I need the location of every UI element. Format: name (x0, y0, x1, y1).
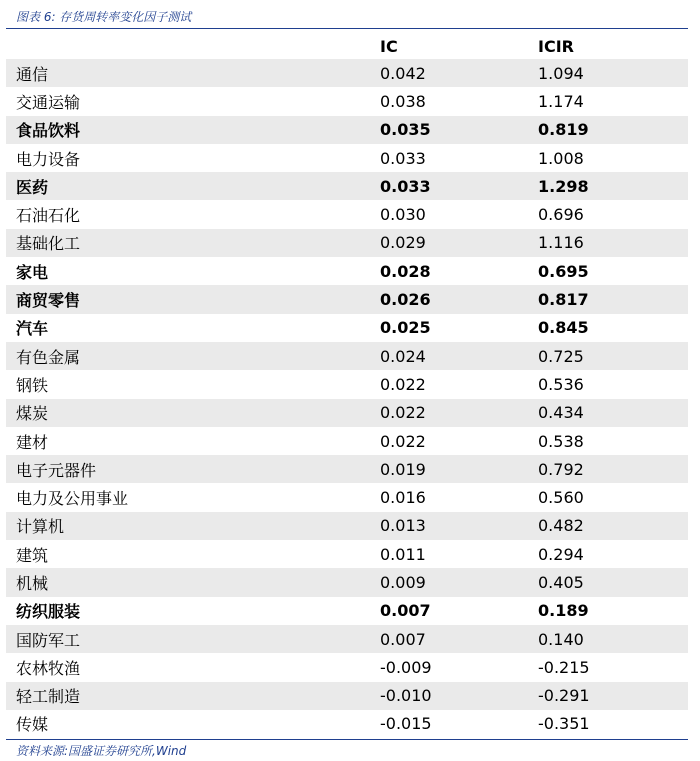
icir-cell: 0.696 (538, 205, 584, 225)
ic-cell: 0.019 (378, 455, 538, 483)
ic-cell: 0.009 (378, 568, 538, 596)
industry-cell: 建筑 (16, 545, 49, 565)
ic-cell: 0.033 (380, 148, 426, 168)
ic-cell: 0.042 (378, 59, 538, 87)
icir-cell: 0.817 (538, 285, 688, 313)
header-ic: IC (380, 36, 398, 56)
icir-cell: -0.351 (538, 714, 590, 734)
ic-cell: -0.015 (380, 714, 432, 734)
top-rule (6, 28, 688, 29)
table-row (6, 172, 688, 200)
industry-cell: 通信 (6, 59, 378, 87)
table-row (6, 625, 688, 653)
table-row (6, 540, 688, 568)
ic-cell: 0.022 (380, 431, 426, 451)
ic-cell: -0.010 (378, 682, 538, 710)
icir-cell: 0.434 (538, 399, 688, 427)
table-row (6, 370, 688, 398)
ic-cell: 0.038 (380, 91, 426, 111)
table-row (6, 512, 688, 540)
industry-cell: 家电 (16, 262, 49, 282)
table-row (6, 59, 688, 87)
ic-cell: 0.022 (378, 399, 538, 427)
industry-cell: 农林牧渔 (16, 658, 81, 678)
header-icir: ICIR (538, 36, 574, 56)
table-row (6, 200, 688, 228)
ic-cell: 0.029 (378, 229, 538, 257)
table-row (6, 399, 688, 427)
icir-cell: 0.482 (538, 512, 688, 540)
industry-cell: 电力设备 (16, 149, 81, 169)
icir-cell: 1.298 (538, 172, 688, 200)
industry-cell: 轻工制造 (6, 682, 378, 710)
ic-cell: -0.009 (380, 657, 432, 677)
industry-cell: 电子元器件 (6, 455, 378, 483)
header-row (6, 33, 688, 59)
table-row (6, 455, 688, 483)
industry-cell: 汽车 (16, 319, 49, 339)
industry-cell: 机械 (6, 568, 378, 596)
industry-cell: 有色金属 (6, 342, 378, 370)
industry-cell: 建材 (16, 432, 49, 452)
ic-cell: 0.026 (378, 285, 538, 313)
table-row (6, 483, 688, 511)
industry-cell: 计算机 (6, 512, 378, 540)
ic-cell: 0.033 (378, 172, 538, 200)
table-row (6, 116, 688, 144)
table-row (6, 710, 688, 738)
icir-cell: 0.845 (538, 318, 589, 338)
icir-cell: 0.560 (538, 488, 584, 508)
icir-cell: 0.792 (538, 455, 688, 483)
icir-cell: 0.538 (538, 431, 584, 451)
icir-cell: 0.819 (538, 116, 688, 144)
ic-cell: 0.011 (380, 544, 426, 564)
industry-cell: 石油石化 (16, 206, 81, 226)
ic-cell: 0.035 (378, 116, 538, 144)
ic-cell: 0.030 (380, 205, 426, 225)
industry-cell: 钢铁 (16, 375, 49, 395)
icir-cell: -0.215 (538, 657, 590, 677)
table-row (6, 597, 688, 625)
ic-table (6, 33, 688, 738)
table-row (6, 427, 688, 455)
industry-cell: 传媒 (16, 715, 49, 735)
icir-cell: 1.008 (538, 148, 584, 168)
icir-cell: 0.695 (538, 261, 589, 281)
table-row (6, 87, 688, 115)
table-row (6, 653, 688, 681)
table-row (6, 257, 688, 285)
icir-cell: 1.174 (538, 91, 584, 111)
table-row (6, 229, 688, 257)
table-row (6, 285, 688, 313)
icir-cell: 0.140 (538, 625, 688, 653)
industry-cell: 交通运输 (16, 92, 81, 112)
icir-cell: 0.294 (538, 544, 584, 564)
industry-cell: 电力及公用事业 (16, 489, 129, 509)
icir-cell: 0.405 (538, 568, 688, 596)
industry-cell: 医药 (6, 172, 378, 200)
ic-cell: 0.007 (380, 601, 431, 621)
table-row (6, 682, 688, 710)
ic-cell: 0.025 (380, 318, 431, 338)
source-note: 资料来源:国盛证券研究所,Wind (16, 744, 187, 758)
industry-cell: 基础化工 (6, 229, 378, 257)
ic-cell: 0.016 (380, 488, 426, 508)
table-row (6, 144, 688, 172)
icir-cell: 0.725 (538, 342, 688, 370)
industry-cell: 食品饮料 (6, 116, 378, 144)
industry-cell: 国防军工 (6, 625, 378, 653)
table-row (6, 342, 688, 370)
ic-cell: 0.013 (378, 512, 538, 540)
ic-cell: 0.022 (380, 374, 426, 394)
ic-cell: 0.028 (380, 261, 431, 281)
bottom-rule (6, 739, 688, 740)
table-row (6, 314, 688, 342)
industry-cell: 商贸零售 (6, 285, 378, 313)
ic-cell: 0.024 (378, 342, 538, 370)
icir-cell: 0.536 (538, 374, 584, 394)
icir-cell: -0.291 (538, 682, 688, 710)
icir-cell: 0.189 (538, 601, 589, 621)
icir-cell: 1.094 (538, 59, 688, 87)
table-row (6, 568, 688, 596)
header-industry (6, 33, 378, 59)
icir-cell: 1.116 (538, 229, 688, 257)
ic-cell: 0.007 (378, 625, 538, 653)
table-caption: 图表 6: 存货周转率变化因子测试 (16, 10, 192, 24)
industry-cell: 纺织服装 (16, 602, 81, 622)
industry-cell: 煤炭 (6, 399, 378, 427)
